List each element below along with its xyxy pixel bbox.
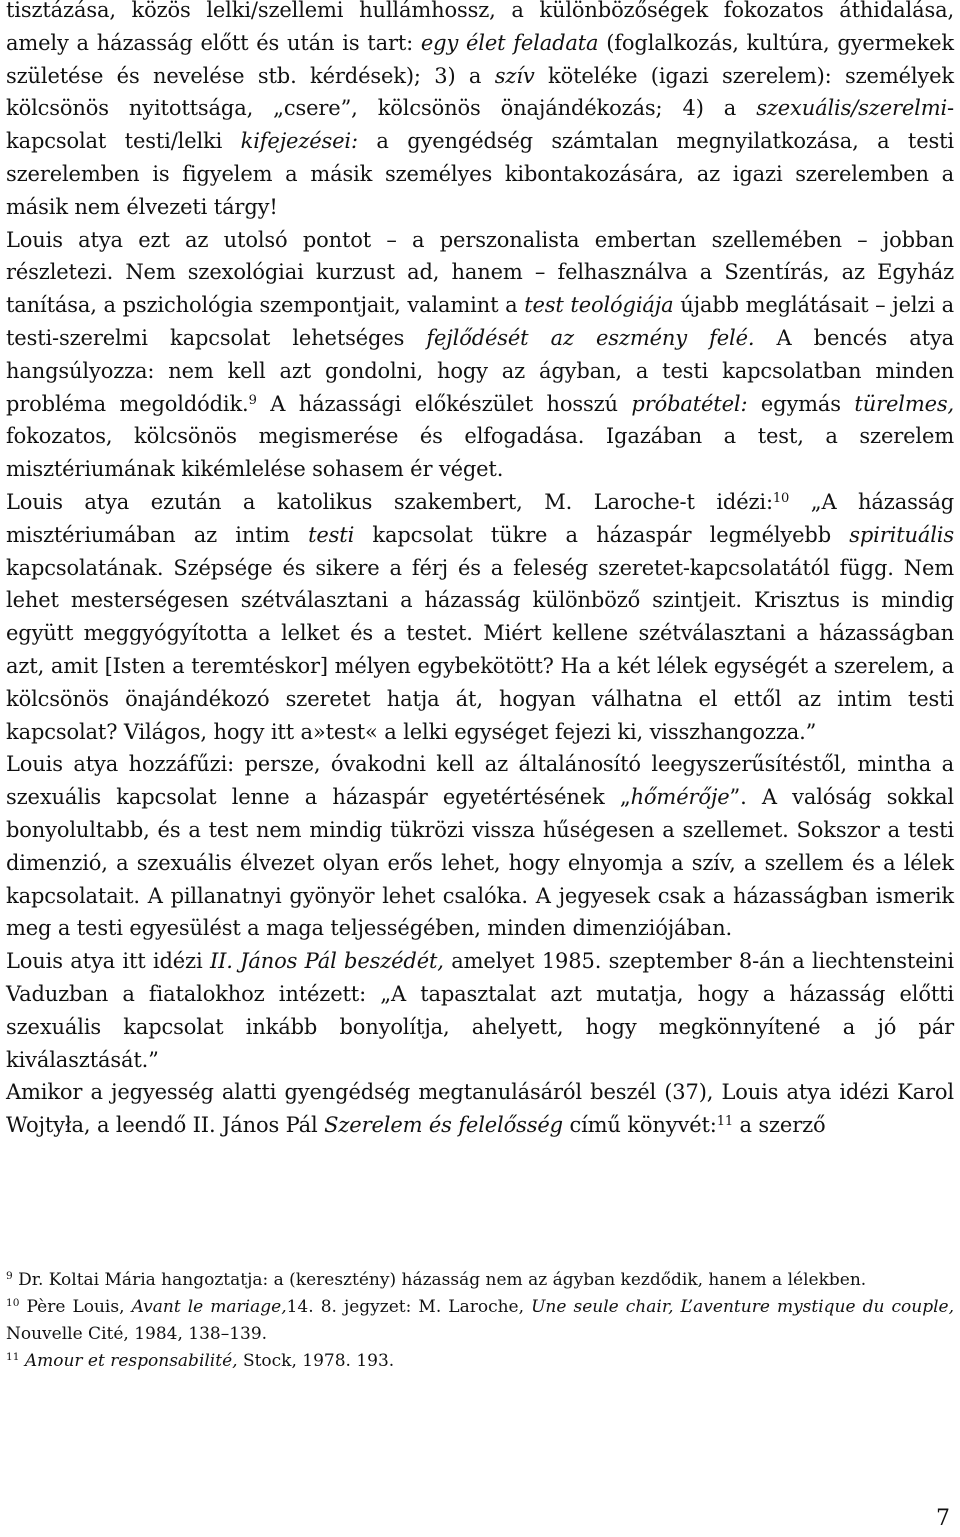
paragraph [6, 945, 954, 1076]
text-run: tisztázása, közös lelki/szellemi hullámhossz, a különbözőségek fokozatos áthidalása, amely a házasság előtt és után is tart: [6, 0, 954, 55]
text-run: egymás [747, 391, 855, 416]
footnote [6, 1267, 954, 1294]
footnote-ref: 10 [772, 490, 790, 506]
text-run: Dr. Koltai Mária hangoztatja: a (keresztény) házasság nem az ágyban kezdődik, hanem a lélekben. [12, 1270, 867, 1290]
footnote-ref: 11 [6, 1351, 20, 1364]
footnote-ref: 9 [6, 1270, 13, 1283]
italic-text: szexuális/szerelmi [756, 96, 948, 121]
text-run: 14. 8. jegyzet: M. Laroche, [286, 1297, 532, 1317]
paragraph [6, 486, 954, 748]
text-run: című könyvét: [562, 1113, 717, 1138]
italic-text: Avant le mariage, [131, 1297, 287, 1317]
text-run: kapcsolat tükre a házaspár legmélyebb [354, 522, 850, 547]
text-run: ”. A valóság sokkal bonyolultabb, és a test nem mindig tükrözi vissza hűségesen a szellemet. Sokszor a testi dimenzió, a szexuális élvezet olyan erős lehet, hogy elnyomja a szív, a szellem és a lélek kapcsolatait. A pillanatnyi gyönyör lehet csalóka. A jegyesek csak a házasságban ismerik meg a testi egyesülést a maga teljességében, minden dimenziójában. [6, 785, 954, 941]
text-run: Père Louis, [19, 1297, 132, 1317]
text-run: Louis atya ezt az utolsó pontot – a perszonalista embertan szellemében – jobban részletezi. Nem szexológiai kurzust ad, hanem – felhasználva a Szentírás, az Egyház tanítása, a pszichológia szempontjait, valamint a [6, 227, 954, 318]
italic-text: kifejezései: [240, 129, 358, 154]
footnote [6, 1348, 954, 1375]
paragraph [6, 748, 954, 945]
text-run: A házassági előkészület hosszú [256, 391, 632, 416]
page-number: 7 [936, 1506, 950, 1531]
text-run: Nouvelle Cité, 1984, 138–139. [6, 1324, 268, 1344]
text-run: a szerző [732, 1113, 826, 1138]
text-run: Louis atya ezután a katolikus szakembert, M. Laroche-t idézi: [6, 489, 773, 514]
text-run: „A házasság misztériumában az intim [6, 489, 954, 547]
italic-text: test teológiája [524, 293, 674, 318]
text-run: köteléke (igazi szerelem): személyek kölcsönös nyitottsága, „csere”, kölcsönös önajándékozás; 4) a [6, 63, 954, 121]
text-run: (foglalkozás, kultúra, gyermekek születése és nevelése stb. kérdések); 3) a [6, 30, 954, 88]
italic-text: spirituális [849, 522, 954, 547]
text-run: Stock, 1978. 193. [237, 1351, 395, 1371]
footnote-ref: 10 [6, 1297, 20, 1310]
italic-text: türelmes, [854, 391, 955, 416]
paragraph [6, 0, 954, 224]
italic-text: Une seule chair, L’aventure mystique du couple, [531, 1297, 954, 1317]
text-run: Louis atya itt idézi [6, 949, 210, 974]
paragraph [6, 224, 954, 486]
text-run: A bencés atya hangsúlyozza: nem kell azt gondolni, hogy az ágyban, a testi kapcsolatban minden probléma megoldódik. [6, 325, 954, 416]
footnotes [6, 1267, 954, 1375]
text-run: Amikor a jegyesség alatti gyengédség megtanulásáról beszél (37), Louis atya idézi Karol Wojtyła, a leendő II. János Pál [6, 1080, 954, 1138]
footnote-ref: 11 [716, 1113, 733, 1129]
italic-text: Szerelem és felelősség [324, 1113, 563, 1138]
text-run: fokozatos, kölcsönös megismerése és elfogadása. Igazában a test, a szerelem misztériumának kikémlelése sohasem ér véget. [6, 424, 954, 482]
italic-text: próbatétel: [631, 391, 748, 416]
document-page [6, 0, 954, 1537]
italic-text: hőmérője [630, 785, 730, 810]
text-run: -kapcsolat testi/lelki [6, 96, 954, 154]
italic-text: testi [308, 522, 355, 547]
text-run: újabb meglátásait – jelzi a testi-szerelmi kapcsolat lehetséges [6, 293, 955, 350]
italic-text: fejlődését az eszmény felé. [426, 325, 755, 350]
main-text [6, 0, 954, 1142]
footnote [6, 1294, 954, 1348]
text-run: amelyet 1985. szeptember 8-án a liechtensteini Vaduzban a fiatalokhoz intézett: „A tapasztalat azt mutatja, hogy a házasság előtti szexuális kapcsolat inkább bonyolítja, ahelyett, hogy megkönnyítené a jó pár kiválasztását.” [6, 949, 954, 1072]
italic-text: szív [494, 63, 535, 88]
text-run: a gyengédség számtalan megnyilatkozása, a testi szerelemben is figyelem a másik személyes kibontakozására, az igazi szerelemben a másik nem élvezeti tárgy! [6, 129, 954, 219]
italic-text: egy élet feladata [420, 30, 599, 55]
text-run: Louis atya hozzáfűzi: persze, óvakodni kell az általánosító leegyszerűsítéstől, mintha a szexuális kapcsolat lenne a házaspár egyetértésének „ [6, 752, 954, 810]
footnote-ref: 9 [248, 392, 257, 408]
italic-text: Amour et responsabilité, [24, 1351, 238, 1371]
text-run: kapcsolatának. Szépsége és sikere a férj és a feleség szeretet-kapcsolatától függ. Nem lehet mesterségesen szétválasztani a házasság különböző szintjeit. Krisztus is mindig együtt meggyógyította a lelket és a testet. Miért kellene szétválasztani a házasságban azt, amit [Isten a teremtéskor] mélyen egybekötött? Ha a két lélek egységét a szerelem, a kölcsönös önajándékozó szeretet hatja át, hogyan válhatna el ettől az intim testi kapcsolat? Világos, hogy itt a»test« a lelki egységet fejezi ki, visszhangozza.” [6, 555, 954, 744]
italic-text: II. János Pál beszédét, [209, 949, 444, 974]
paragraph [6, 1076, 954, 1142]
